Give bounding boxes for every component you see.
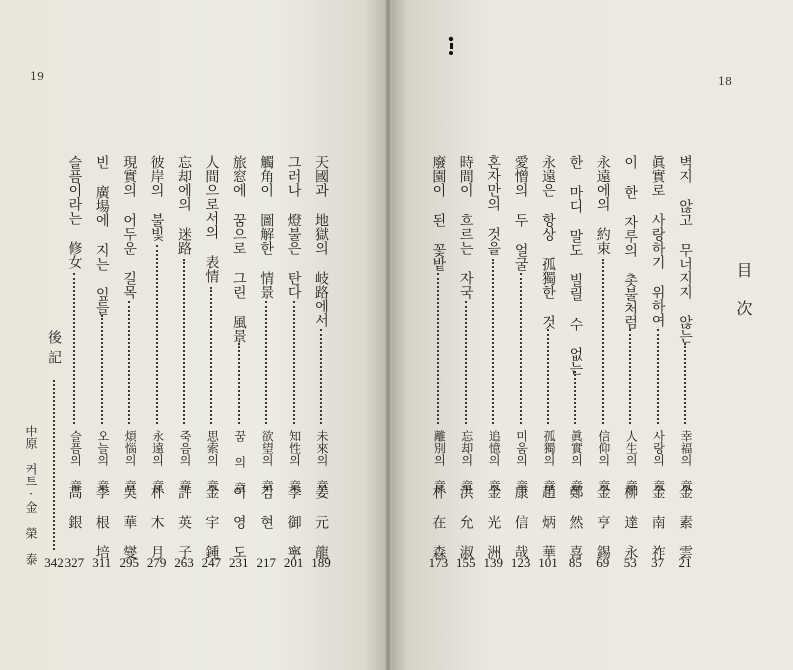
toc-leader <box>602 259 604 424</box>
toc-right-entry[interactable] <box>594 155 612 575</box>
toc-author: 이 영 도 <box>230 485 247 559</box>
toc-right-entry[interactable] <box>566 155 584 575</box>
toc-title: 眞實로 사랑하기 위하여 <box>649 155 666 327</box>
toc-title: 빈 廣場에 지는 잎들 <box>93 155 110 315</box>
toc-right-entry[interactable] <box>429 155 447 575</box>
toc-left-entry[interactable] <box>312 155 330 575</box>
toc-leader <box>492 259 494 424</box>
toc-author: 趙 炳 華 <box>540 485 556 559</box>
toc-title: 이 한 자루의 촛불처럼 <box>622 155 639 329</box>
toc-leader <box>101 315 103 424</box>
toc-leader <box>183 259 185 424</box>
toc-page-number: 155 <box>456 555 476 570</box>
toc-title: 혼자만의 것을 <box>485 155 502 255</box>
toc-right-entry[interactable] <box>539 155 557 575</box>
toc-author: 朴 木 月 <box>148 485 165 559</box>
ink-mark <box>447 35 455 57</box>
toc-chapter: 永遠의 章 <box>150 430 165 492</box>
toc-chapter: 슬픔의 章 <box>68 430 83 492</box>
toc-page-number: 21 <box>678 555 692 570</box>
toc-page-number: 53 <box>623 555 637 570</box>
toc-chapter: 思索의 章 <box>205 430 220 492</box>
toc-page-number: 85 <box>568 555 582 570</box>
toc-leader <box>657 329 659 424</box>
toc-right-entry[interactable] <box>484 155 502 575</box>
toc-title: 觸角이 圖解한 情景 <box>258 155 275 299</box>
toc-author: 金 亨 錫 <box>594 485 611 559</box>
afterword-page: 342 <box>44 555 64 570</box>
toc-left-entry[interactable] <box>148 155 166 575</box>
toc-chapter: 죽음의 章 <box>178 430 192 492</box>
toc-title: 愛憎의 두 얼굴 <box>512 155 529 271</box>
toc-page-number: 327 <box>64 555 85 570</box>
toc-page-number: 123 <box>510 555 531 570</box>
toc-chapter: 忘却의 章 <box>459 430 474 492</box>
toc-page-number: 201 <box>283 555 304 570</box>
toc-leader <box>73 273 75 424</box>
toc-author: 姜 元 龍 <box>313 485 329 559</box>
toc-leader <box>547 329 549 424</box>
toc-page-number: 101 <box>538 555 558 570</box>
special-credit-text: 中原 커트·金 榮 泰 <box>24 425 38 565</box>
toc-leader <box>465 301 467 424</box>
toc-right-entry[interactable] <box>621 155 639 575</box>
toc-title: 時間이 흐르는 자국 <box>457 155 474 299</box>
toc-page-number: 231 <box>229 555 249 570</box>
toc-page-number: 295 <box>119 555 139 570</box>
toc-leader <box>293 301 295 424</box>
toc-left-entry[interactable] <box>202 155 220 575</box>
toc-page-number: 311 <box>92 555 112 570</box>
toc-chapter: 追憶의 章 <box>487 430 502 492</box>
toc-left-entry[interactable] <box>285 155 303 575</box>
toc-chapter: 知性의 章 <box>287 430 302 492</box>
toc-page-number: 217 <box>256 555 276 570</box>
toc-title: 永遠은 항상 孤獨한 것 <box>540 155 556 329</box>
toc-leader <box>684 343 686 424</box>
toc-left-entry[interactable] <box>65 155 83 575</box>
toc-chapter: 煩惱의 章 <box>123 430 138 492</box>
toc-author: 金 光 洲 <box>485 485 502 559</box>
toc-right-entry[interactable] <box>512 155 530 575</box>
toc-title: 그러나 燈불은 탄다 <box>285 155 302 299</box>
toc-left-entry[interactable] <box>175 155 193 575</box>
toc-chapter: 未來의 章 <box>315 430 329 492</box>
toc-author: 金 南 祚 <box>649 485 666 559</box>
toc-chapter: 미움의 章 <box>514 430 529 492</box>
toc-chapter: 人生의 章 <box>624 430 639 492</box>
toc-chapter: 眞實의 章 <box>569 430 584 492</box>
toc-author: 康 信 哉 <box>512 485 529 559</box>
toc-chapter: 離別의 章 <box>432 430 447 492</box>
toc-leader <box>629 329 631 424</box>
toc-title: 人間으로서의 表情 <box>203 155 220 283</box>
toc-right-entry[interactable] <box>649 155 667 575</box>
toc-author: 許 英 子 <box>176 485 192 559</box>
toc-page-number: 69 <box>596 555 610 570</box>
toc-right-entry[interactable] <box>676 155 694 575</box>
toc-chapter: 사랑의 章 <box>651 430 666 492</box>
toc-author: 高 銀 <box>66 485 83 529</box>
toc-page-number: 263 <box>174 555 194 570</box>
special-credit <box>22 425 42 625</box>
toc-author: 李 御 寧 <box>285 485 302 559</box>
toc-leader <box>520 273 522 424</box>
toc-author: 李 根 培 <box>93 485 110 559</box>
toc-leader <box>265 301 267 424</box>
toc-title: 廢園이 된 꽃밭 <box>430 155 447 271</box>
toc-page-number: 189 <box>311 555 331 570</box>
toc-chapter: 孤獨의 章 <box>542 430 556 492</box>
toc-chapter: 幸福의 章 <box>679 430 693 492</box>
toc-chapter: 信仰의 章 <box>596 430 611 492</box>
toc-left-entry[interactable] <box>257 155 275 575</box>
toc-page-number: 37 <box>651 555 665 570</box>
toc-chapter: 欲望의 章 <box>260 430 275 492</box>
toc-leader <box>128 301 130 424</box>
toc-author: 柳 達 永 <box>622 485 639 559</box>
toc-title: 벽지 않고 무너지지 않는 <box>677 155 693 343</box>
toc-leader <box>574 371 576 424</box>
toc-title: 忘却에의 迷路 <box>176 155 192 255</box>
toc-author: 金 素 雲 <box>677 485 693 559</box>
page-number-right: 18 <box>718 75 732 88</box>
toc-left-entry[interactable] <box>230 155 248 575</box>
toc-author: 吳 華 燮 <box>121 485 138 559</box>
toc-title: 슬픔이라는 修女 <box>66 155 83 269</box>
toc-right-entry[interactable] <box>457 155 475 575</box>
afterword-entry[interactable] <box>44 330 64 570</box>
toc-left-entry[interactable] <box>93 155 111 575</box>
toc-author: 鄭 然 喜 <box>567 485 584 559</box>
toc-author: 朴 在 森 <box>430 485 447 559</box>
toc-title: 天國과 地獄의 岐路에서 <box>313 155 329 327</box>
toc-title: 旅窓에 꿈으로 그린 風景 <box>230 155 247 343</box>
toc-title: 彼岸의 불빛 <box>148 155 165 241</box>
toc-author: 김 현 <box>258 485 275 529</box>
toc-chapter: 오늘의 章 <box>95 430 110 492</box>
page-number-left: 19 <box>30 70 44 83</box>
toc-title: 現實의 어두운 길목 <box>121 155 138 299</box>
toc-author: 金 宇 鍾 <box>203 485 220 559</box>
toc-page-number: 279 <box>146 555 167 570</box>
toc-author: 洪 允 淑 <box>457 485 474 559</box>
toc-leader <box>238 343 240 424</box>
toc-left-entry[interactable] <box>120 155 138 575</box>
toc-leader <box>210 287 212 424</box>
toc-page-number: 247 <box>201 555 222 570</box>
toc-heading: 目次 <box>734 262 753 338</box>
toc-page-number: 139 <box>483 555 503 570</box>
toc-title: 한 마디 말도 빌릴 수 없는 <box>567 155 584 375</box>
toc-title: 永遠에의 約束 <box>594 155 611 255</box>
toc-leader <box>437 273 439 424</box>
toc-chapter: 꿈 의 章 <box>232 430 247 494</box>
toc-leader <box>156 245 158 424</box>
book-gutter <box>384 0 392 670</box>
toc-page-number: 173 <box>428 555 449 570</box>
toc-leader <box>320 329 322 424</box>
afterword-label: 後記 <box>46 330 62 370</box>
afterword-leader <box>53 380 55 550</box>
